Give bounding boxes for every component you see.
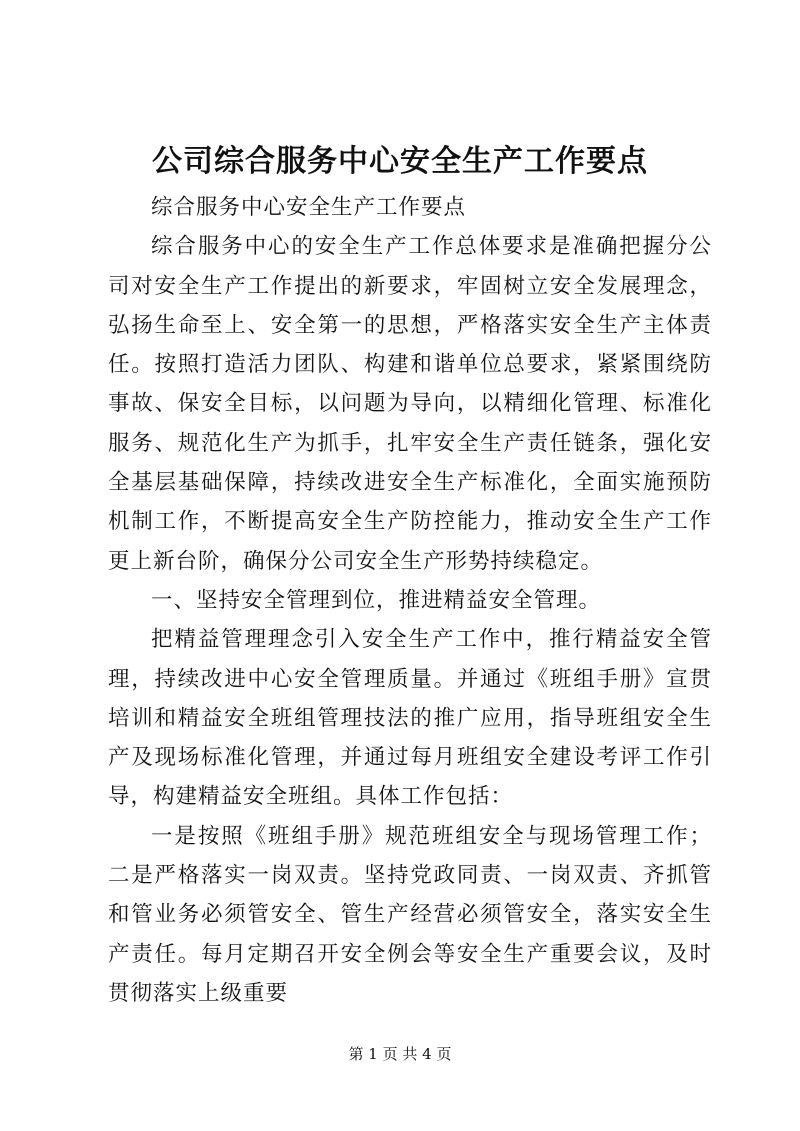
work-items-paragraph: 一是按照《班组手册》规范班组安全与现场管理工作；二是严格落实一岗双责。坚持党政同责、一岗双责、齐抓管和管业务必须管安全、管生产经营必须管安全，落实安全生产责任。每月定期召开安全例会等安全生产重要会议，及时贯彻落实上级重要 (108, 823, 712, 1006)
document-title: 公司综合服务中心安全生产工作要点 (152, 144, 648, 179)
page-footer: 第 1 页 共 4 页 (348, 1045, 452, 1063)
section-paragraph: 把精益管理理念引入安全生产工作中，推行精益安全管理，持续改进中心安全管理质量。并通过《班组手册》宣贯培训和精益安全班组管理技法的推广应用，指导班组安全生产及现场标准化管理，并通过每月班组安全建设考评工作引导，构建精益安全班组。具体工作包括： (108, 627, 712, 810)
section-heading: 一、坚持安全管理到位，推进精益安全管理。 (151, 587, 602, 613)
subtitle-paragraph: 综合服务中心安全生产工作要点 (151, 195, 467, 220)
document-body (108, 188, 712, 1013)
overview-paragraph: 综合服务中心的安全生产工作总体要求是准确把握分公司对安全生产工作提出的新要求，牢固树立安全发展理念，弘扬生命至上、安全第一的思想，严格落实安全生产主体责任。按照打造活力团队、构建和谐单位总要求，紧紧围绕防事故、保安全目标，以问题为导向，以精细化管理、标准化服务、规范化生产为抓手，扎牢安全生产责任链条，强化安全基层基础保障，持续改进安全生产标准化，全面实施预防机制工作，不断提高安全生产防控能力，推动安全生产工作更上新台阶，确保分公司安全生产形势持续稳定。 (108, 234, 712, 574)
